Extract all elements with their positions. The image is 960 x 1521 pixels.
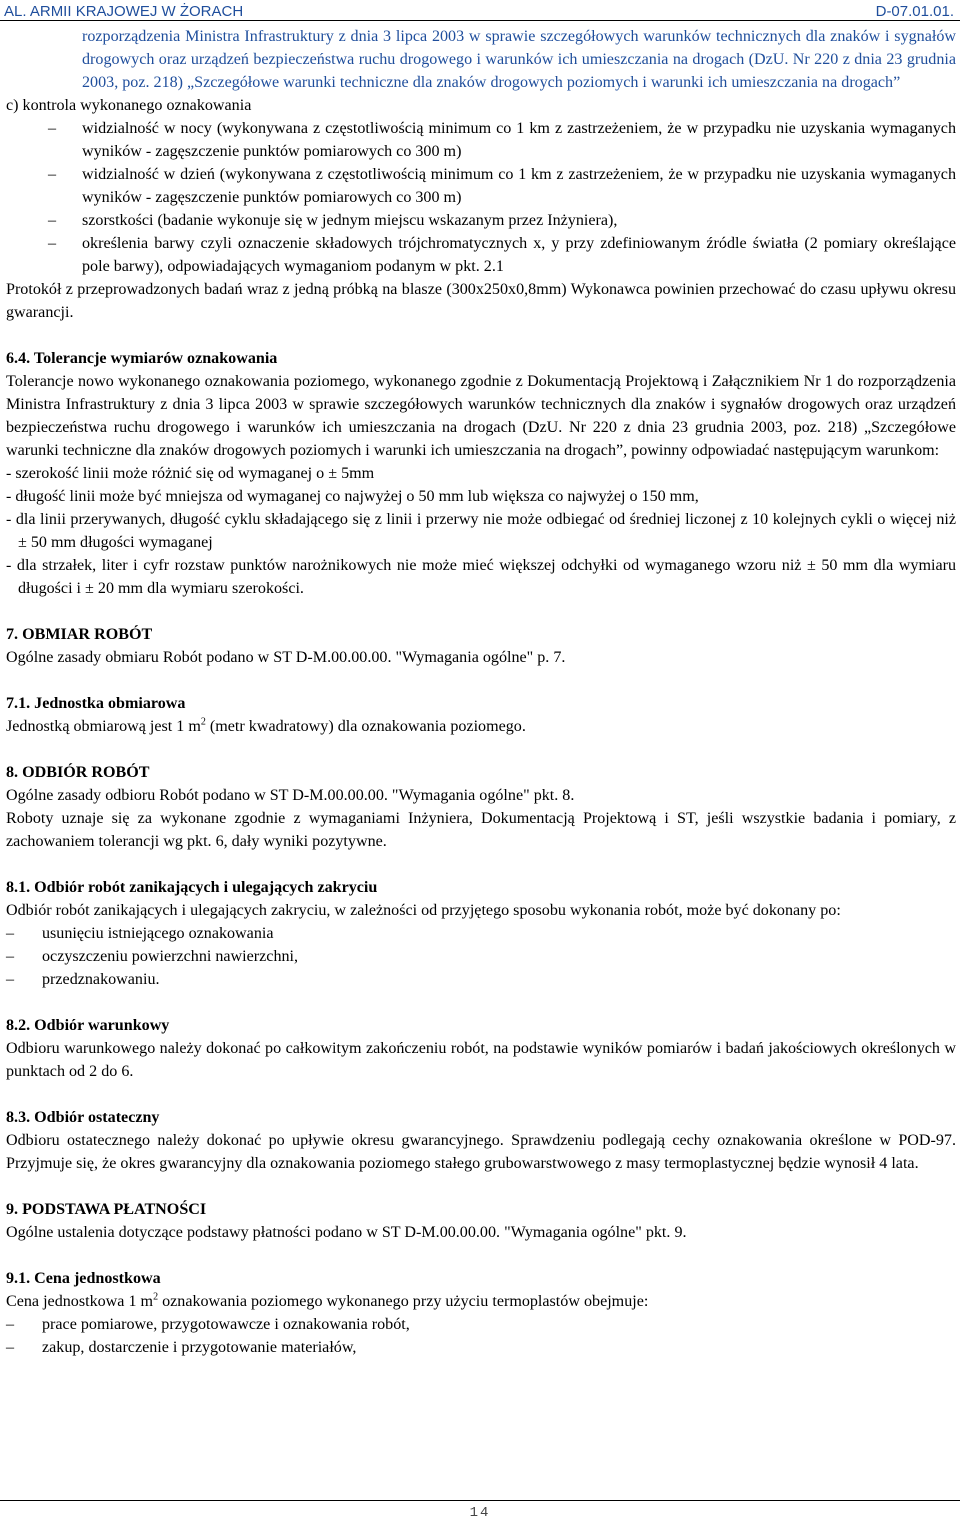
- section-7-1-heading: 7.1. Jednostka obmiarowa: [6, 695, 186, 712]
- section-8-3-heading: 8.3. Odbiór ostateczny: [6, 1109, 160, 1126]
- section-c-title: c) kontrola wykonanego oznakowania: [6, 97, 252, 114]
- dash-bullet-icon: –: [6, 1316, 15, 1333]
- footer-rule: [0, 1500, 960, 1501]
- document-body: [6, 25, 956, 1359]
- list-item: – oczyszczeniu powierzchni nawierzchni,: [6, 945, 956, 968]
- section-9-1-heading: 9.1. Cena jednostkowa: [6, 1270, 161, 1287]
- dash-bullet-icon: –: [6, 1339, 15, 1356]
- section-8-heading: 8. ODBIÓR ROBÓT: [6, 764, 150, 781]
- page-number: 14: [469, 1505, 491, 1521]
- tolerance-item: - dla strzałek, liter i cyfr rozstaw punktów narożnikowych nie może mieć większej odchyłki od wymaganego wzoru niż ± 50 mm dla wymiaru długości i ± 20 mm dla wymiaru szerokości.: [6, 557, 956, 597]
- page-header: [0, 0, 960, 22]
- section-8-text-2: Roboty uznaje się za wykonane zgodnie z wymaganiami Inżyniera, Dokumentacją Projektową i ST, jeśli wszystkie badania i pomiary, z zachowaniem tolerancji wg pkt. 6, dały wyniki pozytywne.: [6, 810, 956, 850]
- section-9-heading: 9. PODSTAWA PŁATNOŚCI: [6, 1201, 207, 1218]
- tolerance-item: - dla linii przerywanych, długość cyklu składającego się z linii i przerwy nie może odbiegać od średniej liczonej z 10 kolejnych cykli o więcej niż ± 50 mm długości wymaganej: [6, 511, 956, 551]
- dash-bullet-icon: –: [6, 925, 15, 942]
- section-8-2-heading: 8.2. Odbiór warunkowy: [6, 1017, 170, 1034]
- list-item: – usunięciu istniejącego oznakowania: [6, 922, 956, 945]
- dash-bullet-icon: –: [48, 120, 57, 137]
- section-9-text: Ogólne ustalenia dotyczące podstawy płatności podano w ST D-M.00.00.00. "Wymagania ogólne" pkt. 9.: [6, 1224, 687, 1241]
- list-item: – szorstkości (badanie wykonuje się w jednym miejscu wskazanym przez Inżyniera),: [6, 209, 956, 232]
- list-item: – przedznakowaniu.: [6, 968, 956, 991]
- section-9-1-text: Cena jednostkowa 1 $m^2$ oznakowania poziomego wykonanego przy użyciu termoplastów obejmuje:: [6, 1291, 649, 1310]
- kontrola-list: [6, 117, 956, 278]
- section-8-text-1: Ogólne zasady odbioru Robót podano w ST D-M.00.00.00. "Wymagania ogólne" pkt. 8.: [6, 787, 575, 804]
- dash-bullet-icon: –: [48, 212, 57, 229]
- section-8-1-heading: 8.1. Odbiór robót zanikających i ulegających zakryciu: [6, 879, 378, 896]
- section-8-2-text: Odbioru warunkowego należy dokonać po całkowitym zakończeniu robót, na podstawie wyników pomiarów i badań jakościowych określonych w punktach od 2 do 6.: [6, 1040, 956, 1080]
- header-spec-code: D-07.01.01.: [875, 3, 954, 20]
- header-location: AL. ARMII KRAJOWEJ W ŻORACH: [4, 3, 244, 20]
- section-7-heading: 7. OBMIAR ROBÓT: [6, 626, 153, 643]
- section-6-4-intro: Tolerancje nowo wykonanego oznakowania poziomego, wykonanego zgodnie z Dokumentacją Projektową i Załącznikiem Nr 1 do rozporządzenia Ministra Infrastruktury z dnia 3 lipca 2003 w sprawie szczegółowych warunków technicznych dla znaków i sygnałów drogowych oraz urządzeń bezpieczeństwa ruchu drogowego i warunków ich umieszczania na drogach (DzU. Nr 220 z dnia 23 grudnia 2003, poz. 218) „Szczegółowe warunki techniczne dla znaków drogowych poziomych i warunki ich umieszczania na drogach”, powinny odpowiadać następującym warunkom:: [6, 373, 956, 459]
- header-rule: [0, 20, 960, 21]
- list-item: – prace pomiarowe, przygotowawcze i oznakowania robót,: [6, 1313, 956, 1336]
- cena-list: [6, 1313, 956, 1359]
- list-item: – zakup, dostarczenie i przygotowanie materiałów,: [6, 1336, 956, 1359]
- list-item: – widzialność w dzień (wykonywana z częstotliwością minimum co 1 km z zastrzeżeniem, że w przypadku nie uzyskania wymaganych wyników - zagęszczenie punktów pomiarowych co 300 m): [6, 163, 956, 209]
- section-7-text: Ogólne zasady obmiaru Robót podano w ST D-M.00.00.00. "Wymagania ogólne" p. 7.: [6, 649, 566, 666]
- dash-bullet-icon: –: [48, 166, 57, 183]
- odbior-list: [6, 922, 956, 991]
- dash-bullet-icon: –: [6, 971, 15, 988]
- list-item: – określenia barwy czyli oznaczenie składowych trójchromatycznych x, y przy zdefiniowanym źródle światła (2 pomiary określające pole barwy), odpowiadających wymaganiom podanym w pkt. 2.1: [6, 232, 956, 278]
- list-item: – widzialność w nocy (wykonywana z częstotliwością minimum co 1 km z zastrzeżeniem, że w przypadku nie uzyskania wymaganych wyników - zagęszczenie punktów pomiarowych co 300 m): [6, 117, 956, 163]
- section-8-3-text: Odbioru ostatecznego należy dokonać po upływie okresu gwarancyjnego. Sprawdzeniu podlegają cechy oznakowania określone w POD-97. Przyjmuje się, że okres gwarancyjny dla oznakowania poziomego stałego grubowarstwowego z masy termoplastycznej będzie wynosił 4 lata.: [6, 1132, 956, 1172]
- tolerance-item: - długość linii może być mniejsza od wymaganej co najwyżej o 50 mm lub większa co najwyżej o 150 mm,: [6, 488, 699, 505]
- protokol-paragraph: Protokół z przeprowadzonych badań wraz z jedną próbką na blasze (300x250x0,8mm) Wykonawca powinien przechować do czasu upływu okresu gwarancji.: [6, 281, 956, 321]
- tolerance-item: - szerokość linii może różnić się od wymaganej o ± 5mm: [6, 465, 375, 482]
- regulation-reference-paragraph: rozporządzenia Ministra Infrastruktury z dnia 3 lipca 2003 w sprawie szczegółowych warunków technicznych dla znaków i sygnałów drogowych oraz urządzeń bezpieczeństwa ruchu drogowego i warunków ich umieszczania na drogach (DzU. Nr 220 z dnia 23 grudnia 2003, poz. 218) „Szczegółowe warunki techniczne dla znaków drogowych poziomych i warunki ich umieszczania na drogach”: [82, 28, 956, 91]
- dash-bullet-icon: –: [48, 235, 57, 252]
- section-6-4-heading: 6.4. Tolerancje wymiarów oznakowania: [6, 350, 278, 367]
- dash-bullet-icon: –: [6, 948, 15, 965]
- section-7-1-text: Jednostką obmiarową jest 1 $m^2$ (metr kwadratowy) dla oznakowania poziomego.: [6, 716, 526, 735]
- section-8-1-text: Odbiór robót zanikających i ulegających zakryciu, w zależności od przyjętego sposobu wykonania robót, może być dokonany po:: [6, 902, 841, 919]
